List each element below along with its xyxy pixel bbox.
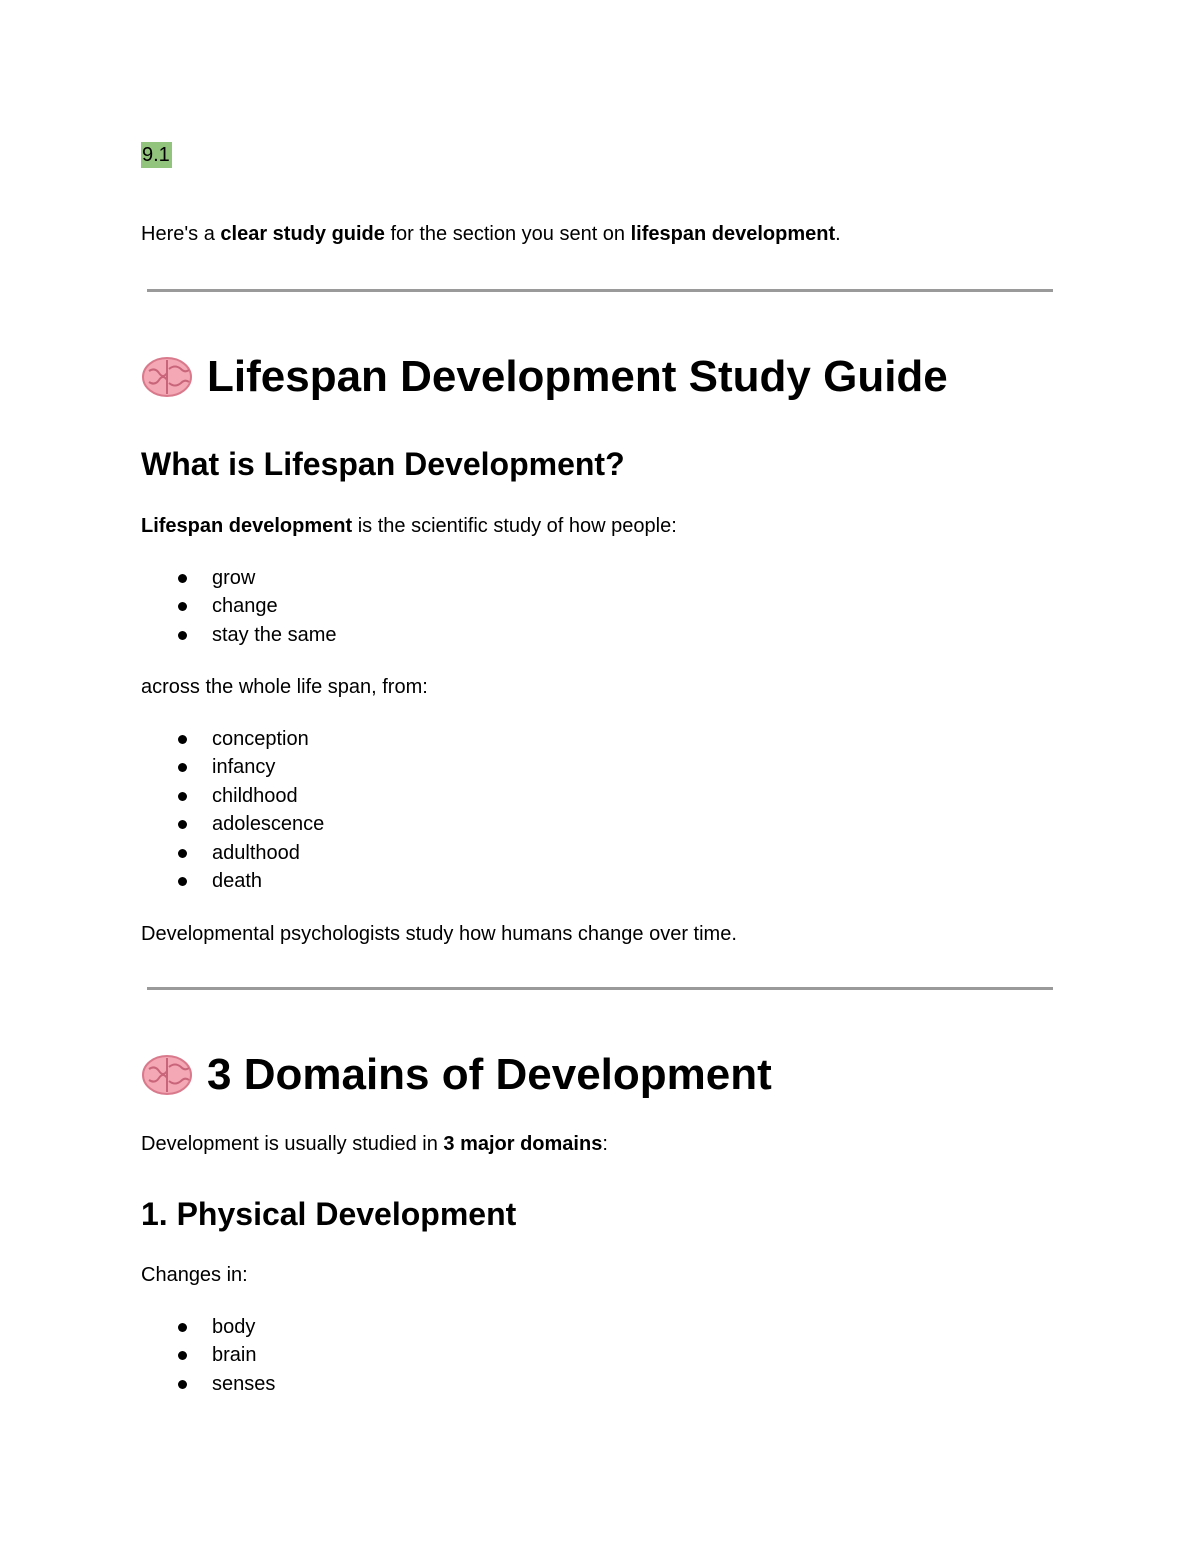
horizontal-rule (147, 289, 1053, 292)
list-item (141, 592, 337, 620)
domains-intro-bold: 3 major domains (443, 1133, 603, 1155)
bullet-icon (178, 792, 187, 801)
bullet-icon (178, 602, 187, 611)
list-item (141, 753, 324, 781)
domains-intro-text-1: Development is usually studied in (141, 1133, 444, 1155)
brain-icon (141, 1053, 193, 1097)
definition-term: Lifespan development (141, 515, 353, 537)
list-item (141, 867, 324, 895)
intro-paragraph (141, 222, 841, 246)
section1-title-text: Lifespan Development Study Guide (207, 352, 948, 401)
bullet-icon (178, 877, 187, 886)
bullet-icon (178, 1323, 187, 1332)
section1-title (141, 351, 948, 403)
section-tag: 9.1 (142, 144, 170, 166)
list-item (141, 839, 324, 867)
definition-paragraph (141, 514, 677, 538)
bullet-icon (178, 1380, 187, 1389)
list-item (141, 1370, 275, 1398)
changes-paragraph: Changes in: (141, 1264, 248, 1286)
bullet-icon (178, 763, 187, 772)
list-item (141, 810, 324, 838)
bullet-icon (178, 849, 187, 858)
section2-title (141, 1049, 772, 1101)
list-item-text: stay the same (212, 623, 337, 646)
list-item (141, 621, 337, 649)
list-item-text: brain (212, 1344, 257, 1367)
list-item-text: body (212, 1316, 256, 1338)
bullet-icon (178, 735, 187, 744)
list-item-text: death (212, 869, 263, 892)
bullet-icon (178, 631, 187, 640)
list-item (141, 782, 324, 810)
list-item-text: adolescence (212, 813, 325, 836)
domains-intro-text-2: : (602, 1133, 608, 1155)
intro-bold-1: clear study guide (220, 223, 385, 245)
horizontal-rule (147, 987, 1053, 990)
list-item-text: childhood (212, 784, 298, 807)
bullet-icon (178, 574, 187, 583)
closing-paragraph: Developmental psychologists study how humans change over time. (141, 923, 737, 945)
section2-title-text: 3 Domains of Development (207, 1050, 772, 1099)
domains-intro-paragraph (141, 1132, 608, 1156)
intro-text-2: for the section you sent on (384, 223, 631, 245)
intro-bold-2: lifespan development (630, 223, 836, 245)
brain-icon (141, 355, 193, 399)
physical-changes-list (141, 1313, 275, 1398)
intro-text-3: . (835, 223, 841, 245)
definition-text: is the scientific study of how people: (352, 515, 677, 537)
list-item-text: grow (212, 567, 256, 589)
section1-heading: What is Lifespan Development? (141, 446, 625, 482)
change-types-list (141, 564, 337, 649)
bullet-icon (178, 820, 187, 829)
bullet-icon (178, 1351, 187, 1360)
list-item-text: conception (212, 728, 309, 750)
list-item-text: senses (212, 1372, 276, 1395)
list-item (141, 1341, 275, 1369)
list-item-text: change (212, 595, 278, 618)
list-item-text: infancy (212, 756, 276, 779)
list-item-text: adulthood (212, 841, 300, 864)
physical-development-heading: 1. Physical Development (141, 1196, 517, 1232)
life-stages-list (141, 725, 324, 895)
list-item (141, 1313, 275, 1341)
list-item (141, 725, 324, 753)
list-item (141, 564, 337, 592)
intro-text-1: Here's a (141, 223, 221, 245)
across-paragraph: across the whole life span, from: (141, 676, 428, 698)
